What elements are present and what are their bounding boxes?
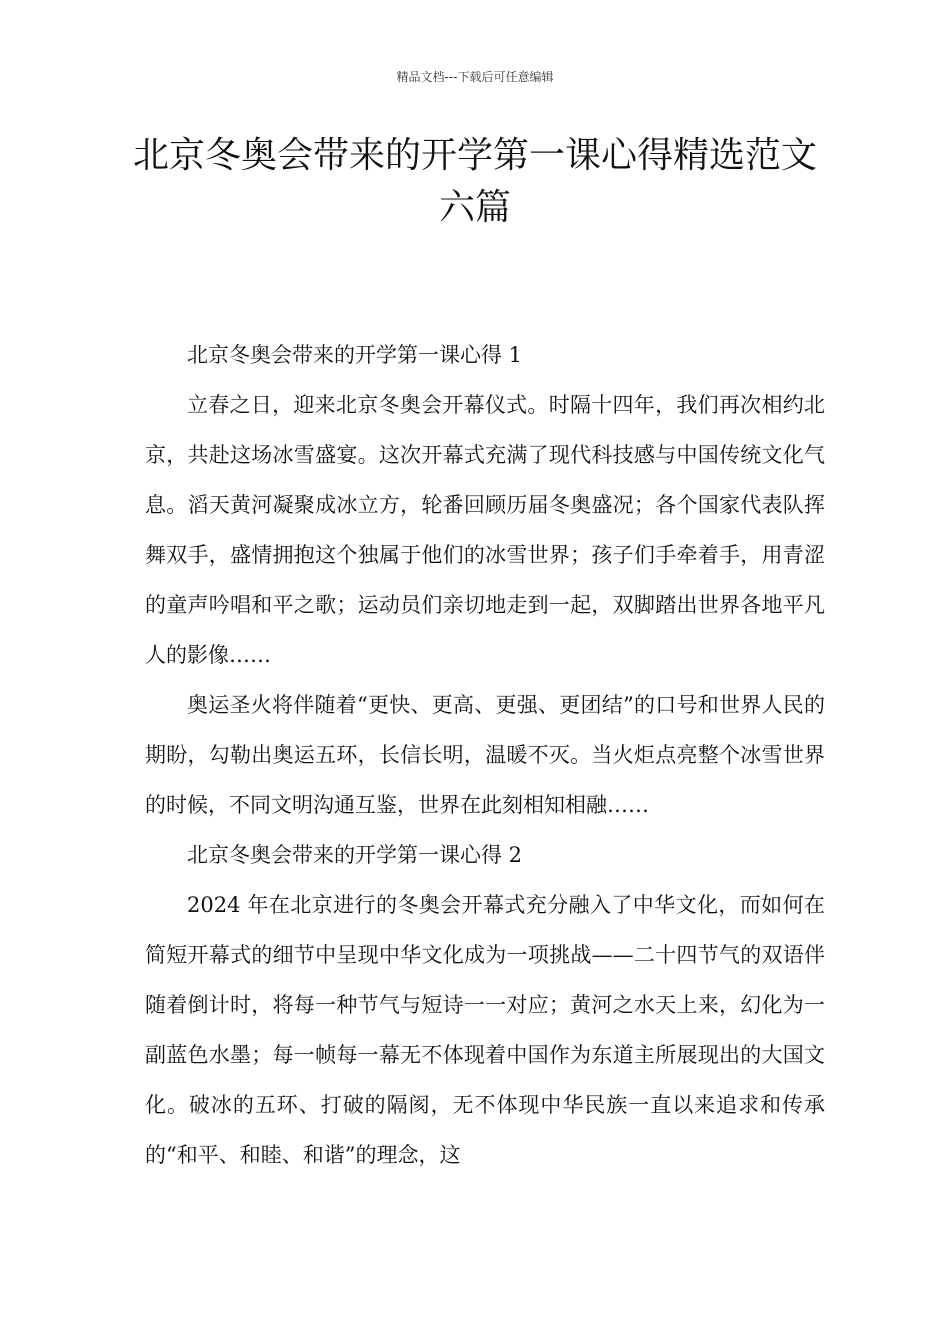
section-heading-2: 北京冬奥会带来的开学第一课心得 2 — [187, 843, 523, 867]
paragraph-1-2: 奥运圣火将伴随着“更快、更高、更强、更团结”的口号和世界人民的期盼，勾勒出奥运五环，长信长明，温暖不灭。当火炬点亮整个冰雪世界的时候，不同文明沟通互鉴，世界在此刻相知相融…… — [145, 693, 825, 817]
header-note: 精品文档---下载后可任意编辑 — [396, 70, 554, 84]
document-body — [145, 330, 825, 1180]
paragraph-1-1: 立春之日，迎来北京冬奥会开幕仪式。时隔十四年，我们再次相约北京，共赴这场冰雪盛宴。这次开幕式充满了现代科技感与中国传统文化气息。滔天黄河凝聚成冰立方，轮番回顾历届冬奥盛况；各个国家代表队挥舞双手，盛情拥抱这个独属于他们的冰雪世界；孩子们手牵着手，用青涩的童声吟唱和平之歌；运动员们亲切地走到一起，双脚踏出世界各地平凡人的影像…… — [145, 393, 825, 667]
document-title: 北京冬奥会带来的开学第一课心得精选范文六篇 — [132, 135, 817, 228]
section-heading-1: 北京冬奥会带来的开学第一课心得 1 — [187, 343, 523, 367]
paragraph-2-1: 2024 年在北京进行的冬奥会开幕式充分融入了中华文化，而如何在简短开幕式的细节中呈现中华文化成为一项挑战——二十四节气的双语伴随着倒计时，将每一种节气与短诗一一对应；黄河之水天上来，幻化为一副蓝色水墨；每一帧每一幕无不体现着中国作为东道主所展现出的大国文化。破冰的五环、打破的隔阂，无不体现中华民族一直以来追求和传承的“和平、和睦、和谐”的理念，这 — [145, 893, 825, 1167]
